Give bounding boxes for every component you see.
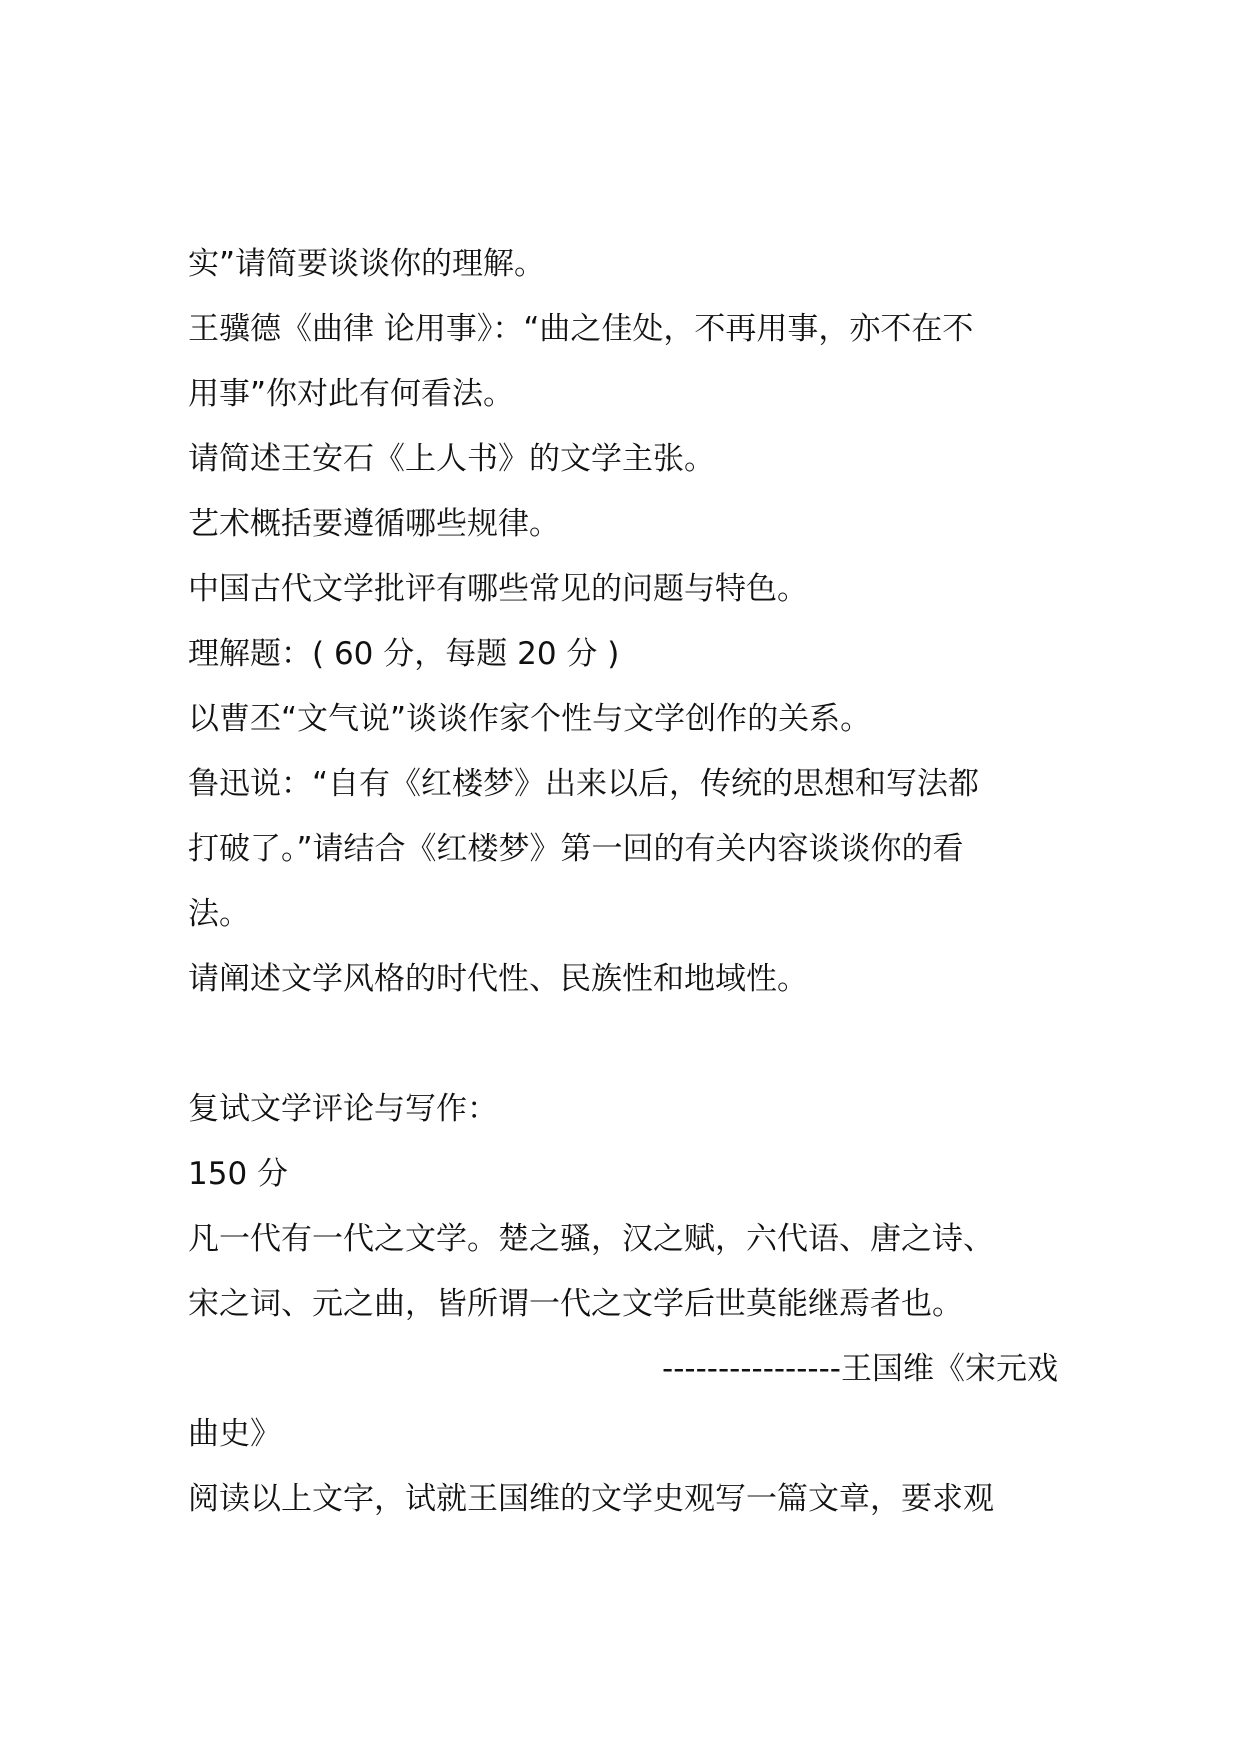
quote-attribution-cont: 曲史》	[188, 1416, 281, 1452]
text-line: 实”请简要谈谈你的理解。	[188, 246, 546, 282]
blank-line	[188, 1012, 1058, 1077]
quote-line: 宋之词、元之曲，皆所谓一代之文学后世莫能继焉者也。	[188, 1286, 963, 1322]
text-line: 法。	[188, 896, 250, 932]
text-line: 中国古代文学批评有哪些常见的问题与特色。	[188, 571, 808, 607]
text-line: 请阐述文学风格的时代性、民族性和地域性。	[188, 961, 808, 997]
section-heading: 理解题：( 60 分，每题 20 分 )	[188, 636, 620, 672]
text-line: 艺术概括要遵循哪些规律。	[188, 506, 560, 542]
text-line: 用事”你对此有何看法。	[188, 376, 515, 412]
text-line: 以曹丕“文气说”谈谈作家个性与文学创作的关系。	[188, 701, 872, 737]
text-line: 请简述王安石《上人书》的文学主张。	[188, 441, 715, 477]
body-text	[188, 232, 1058, 1532]
quote-attribution: ----------------王国维《宋元戏	[662, 1351, 1058, 1387]
text-line: 鲁迅说：“自有《红楼梦》出来以后，传统的思想和写法都	[188, 766, 980, 802]
text-line: 打破了。”请结合《红楼梦》第一回的有关内容谈谈你的看	[188, 831, 964, 867]
quote-line: 凡一代有一代之文学。楚之骚，汉之赋，六代语、唐之诗、	[188, 1221, 994, 1257]
text-line: 王骥德《曲律 论用事》：“曲之佳处，不再用事，亦不在不	[188, 311, 974, 347]
score-line: 150 分	[188, 1156, 289, 1192]
text-line: 阅读以上文字，试就王国维的文学史观写一篇文章，要求观	[188, 1481, 994, 1517]
section-heading: 复试文学评论与写作：	[188, 1091, 498, 1127]
